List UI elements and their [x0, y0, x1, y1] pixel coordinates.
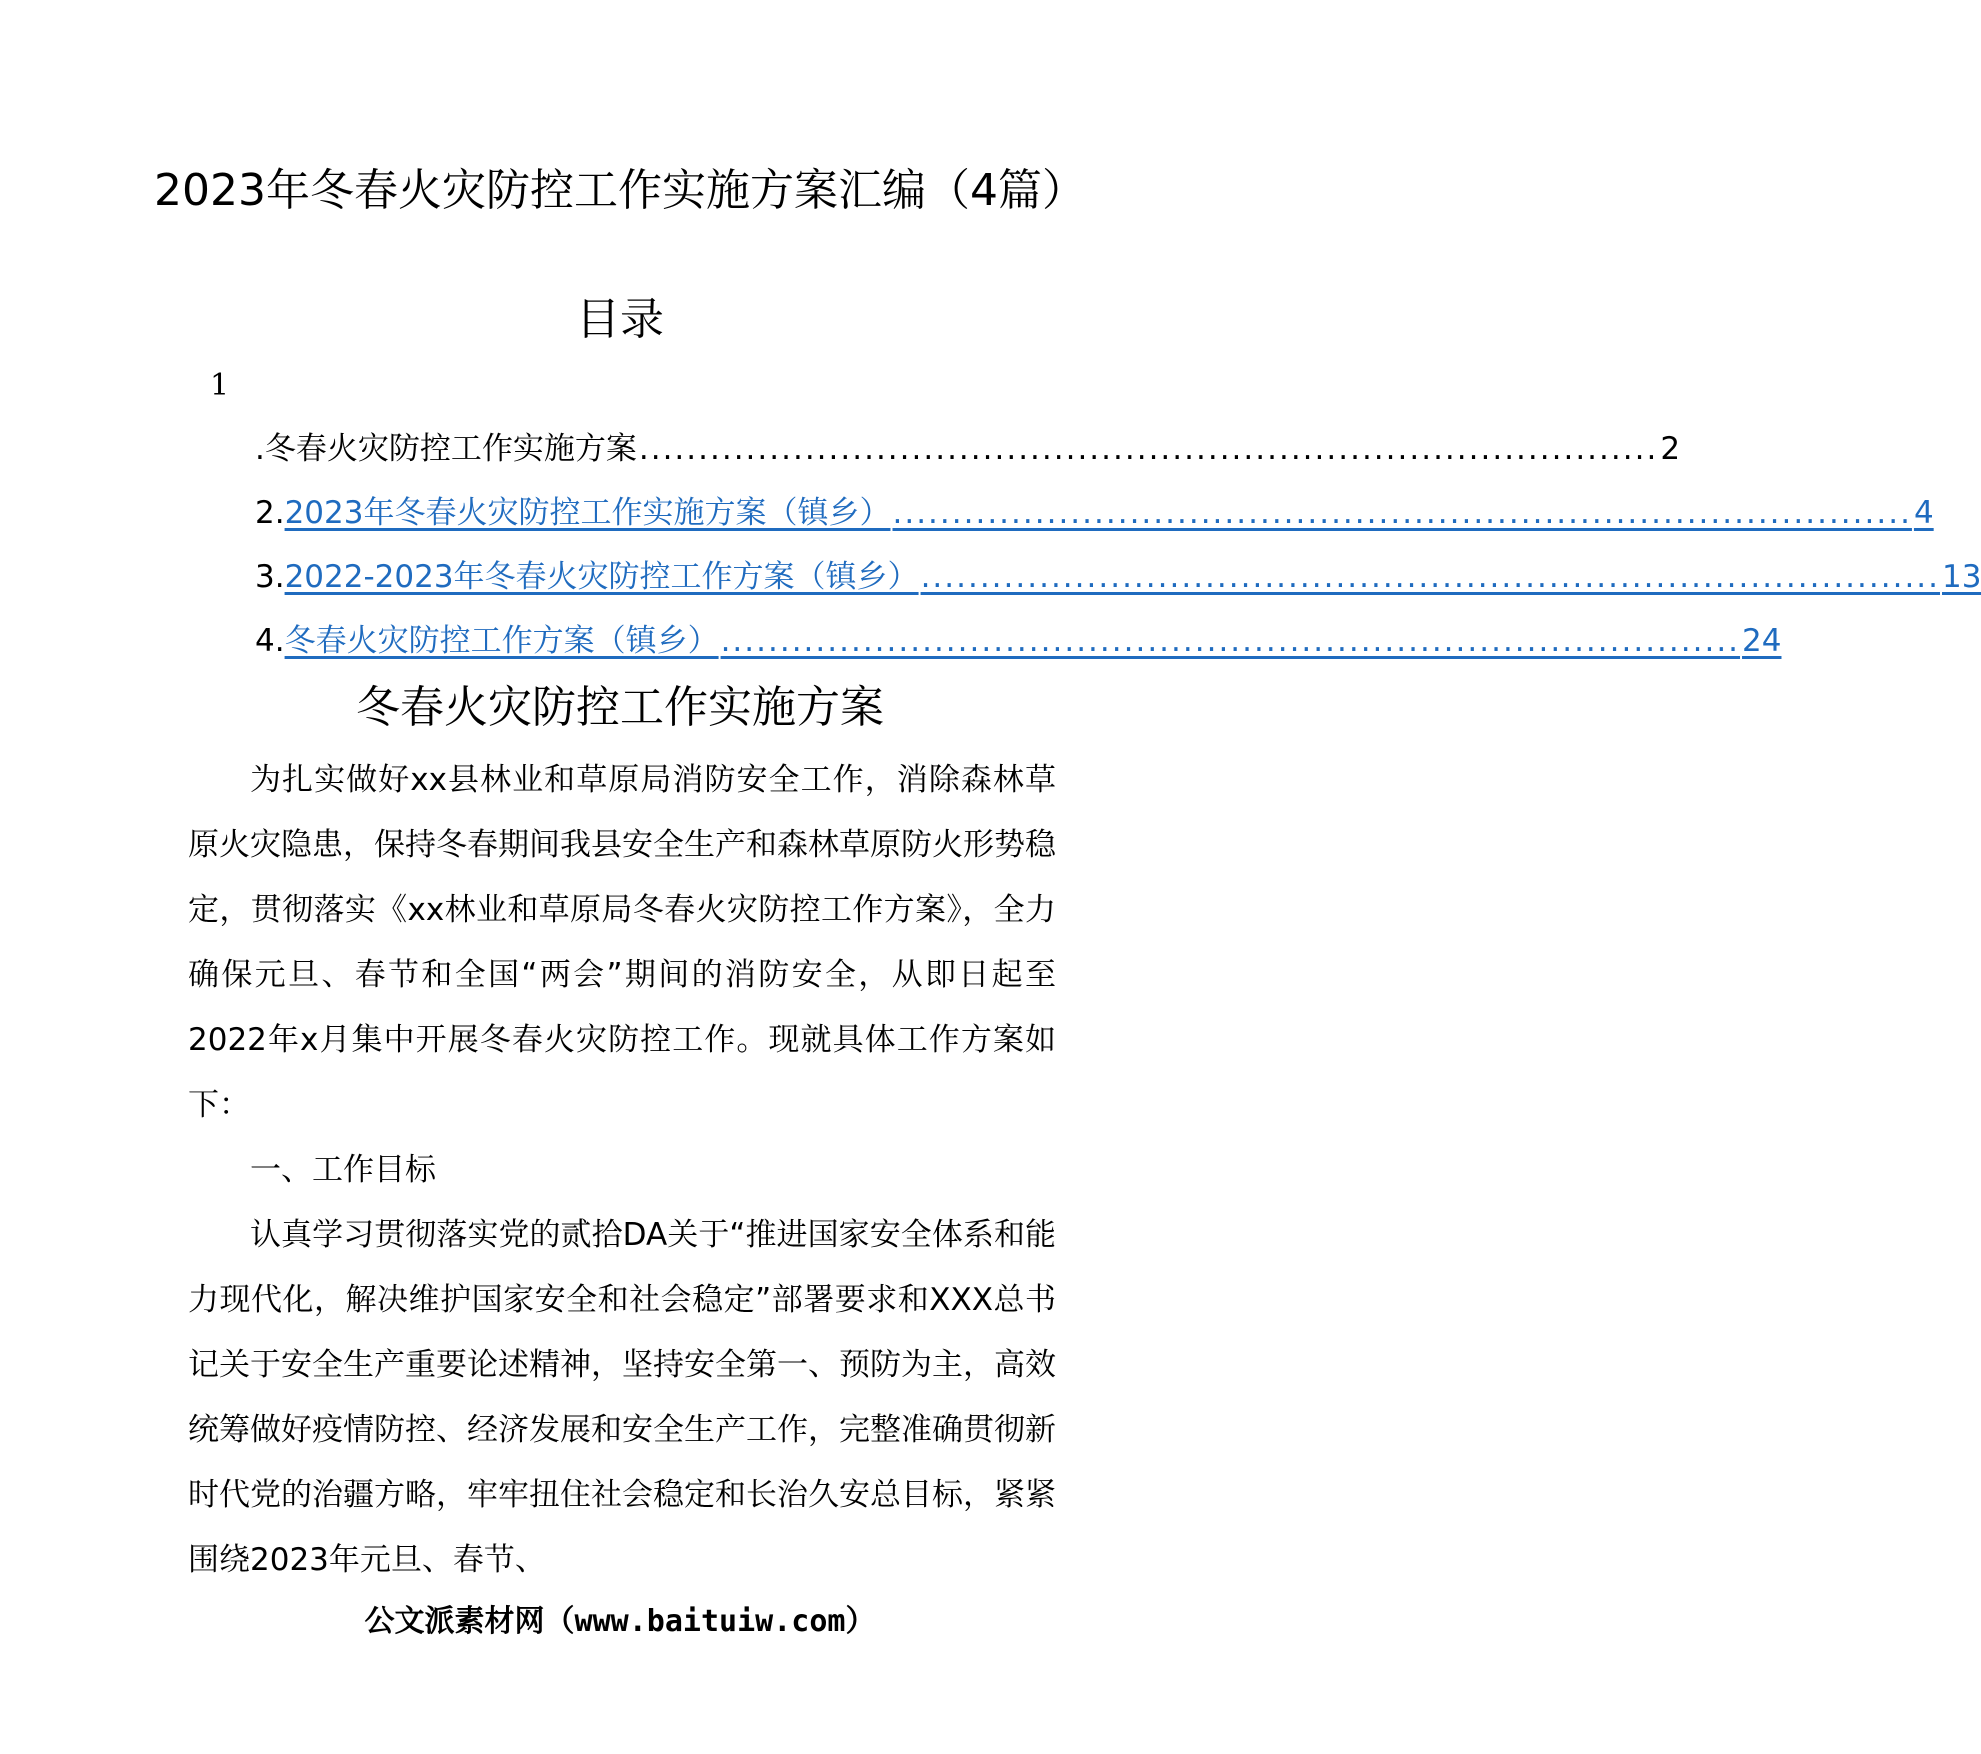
toc-leader-dots[interactable]: ......................................................................................: [892, 495, 1912, 531]
toc-item-link[interactable]: 2022-2023年冬春火灾防控工作方案（镇乡）: [284, 559, 919, 595]
toc-item-page[interactable]: 13: [1942, 559, 1981, 595]
footer-url: （www.baituiw.com）: [544, 1604, 876, 1639]
body-text: [188, 748, 1056, 1593]
toc-item-1: [255, 425, 1681, 489]
toc-leader-dots[interactable]: ......................................................................................: [720, 623, 1741, 659]
toc-heading: 目录: [576, 294, 664, 345]
toc-item-page: 2: [1660, 431, 1681, 467]
toc-item-number: 2.: [255, 495, 285, 531]
table-of-contents: [255, 425, 1981, 681]
toc-item-link[interactable]: 2023年冬春火灾防控工作实施方案（镇乡）: [284, 495, 891, 531]
toc-item-page[interactable]: 24: [1742, 623, 1782, 659]
toc-item-2[interactable]: [255, 489, 1934, 553]
toc-item-link[interactable]: 冬春火灾防控工作方案（镇乡）: [284, 623, 719, 659]
toc-stray-number: 1: [210, 368, 230, 403]
heading-work-goal: 一、工作目标: [250, 1152, 436, 1188]
toc-item-number: 4.: [255, 623, 285, 659]
toc-item-4[interactable]: [255, 617, 1782, 681]
paragraph-intro: 为扎实做好xx县林业和草原局消防安全工作，消除森林草原火灾隐患，保持冬春期间我县安全生产和森林草原防火形势稳定，贯彻落实《xx林业和草原局冬春火灾防控工作方案》，全力确保元旦、春节和全国“两会”期间的消防安全，从即日起至2022年x月集中开展冬春火灾防控工作。现就具体工作方案如下：: [188, 762, 1056, 1123]
toc-leader-dots[interactable]: ......................................................................................: [920, 559, 1941, 595]
paragraph-goal: 认真学习贯彻落实党的贰拾DA关于“推进国家安全体系和能力现代化，解决维护国家安全和社会稳定”部署要求和XXX总书记关于安全生产重要论述精神，坚持安全第一、预防为主，高效统筹做好疫情防控、经济发展和安全生产工作，完整准确贯彻新时代党的治疆方略，牢牢扭住社会稳定和长治久安总目标，紧紧围绕2023年元旦、春节、: [188, 1217, 1056, 1578]
document-title: 2023年冬春火灾防控工作实施方案汇编（4篇）: [154, 165, 1086, 216]
toc-leader-dots: ......................................................................................: [638, 431, 1659, 467]
toc-item-number: 3.: [255, 559, 285, 595]
section-title: 冬春火灾防控工作实施方案: [356, 682, 884, 733]
toc-item-text: .冬春火灾防控工作实施方案: [255, 431, 637, 467]
footer-watermark: [0, 1600, 1240, 1644]
toc-item-3[interactable]: [255, 553, 1981, 617]
footer-site-name: 公文派素材网: [364, 1604, 545, 1639]
toc-item-page[interactable]: 4: [1913, 495, 1934, 531]
